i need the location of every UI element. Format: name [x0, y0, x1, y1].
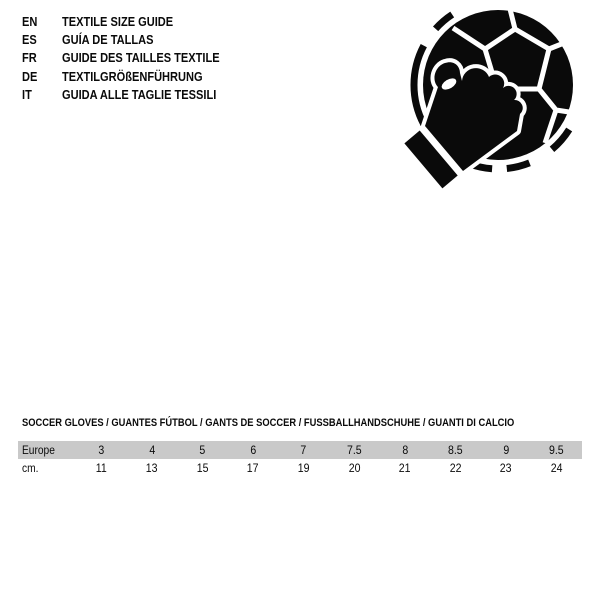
size-cell: [127, 461, 178, 475]
size-cell: [177, 461, 228, 475]
size-cell: [177, 443, 228, 457]
size-cell: [531, 461, 582, 475]
language-code-text: ES: [22, 32, 37, 48]
table-row-europe: [18, 441, 582, 459]
size-cell: [278, 461, 329, 475]
size-cell: [329, 461, 380, 475]
row-label-cell: [18, 461, 76, 475]
language-label: GUIDA ALLE TAGLIE TESSILI: [62, 87, 217, 103]
size-value: 7: [300, 443, 307, 457]
size-cell: [76, 461, 127, 475]
language-row-es: [22, 30, 247, 48]
language-code: [22, 69, 62, 84]
language-row-en: [22, 12, 247, 30]
language-list: [22, 12, 247, 104]
size-cell: [481, 443, 532, 457]
size-cell: [380, 461, 431, 475]
size-value: 9: [503, 443, 510, 457]
size-value: 11: [95, 461, 107, 475]
language-code-text: DE: [22, 68, 38, 84]
size-value: 13: [146, 461, 158, 475]
language-row-de: [22, 67, 247, 85]
language-row-fr: [22, 49, 247, 67]
size-value: 8: [401, 443, 408, 457]
language-code: [22, 14, 62, 29]
size-value: 17: [247, 461, 259, 475]
row-label-text: Europe: [22, 443, 55, 457]
language-code: [22, 32, 62, 47]
language-code-text: IT: [22, 87, 32, 103]
size-value: 20: [348, 461, 361, 475]
size-value: 5: [199, 443, 206, 457]
size-table: [18, 441, 582, 477]
size-cell: [76, 443, 127, 457]
language-code-text: EN: [22, 13, 38, 29]
size-cell: [531, 443, 582, 457]
language-code: [22, 87, 62, 102]
size-cell: [380, 443, 431, 457]
size-value: 24: [550, 461, 563, 475]
language-label: GUÍA DE TALLAS: [62, 32, 154, 48]
size-cell: [228, 443, 279, 457]
size-value: 4: [148, 443, 155, 457]
size-cell: [228, 461, 279, 475]
size-value: 15: [196, 461, 209, 475]
size-value: 21: [399, 461, 411, 475]
row-label-text: cm.: [22, 461, 39, 475]
size-value: 23: [500, 461, 512, 475]
size-value: 6: [250, 443, 257, 457]
size-table-title-text: SOCCER GLOVES / GUANTES FÚTBOL / GANTS DE SOCCER / FUSSBALLHANDSCHUHE / GUANTI DI CALCIO: [22, 417, 515, 429]
language-label: TEXTILGRÖßENFÜHRUNG: [62, 68, 203, 84]
language-label: TEXTILE SIZE GUIDE: [62, 13, 174, 29]
size-table-title: [22, 417, 600, 429]
size-value: 22: [449, 461, 462, 475]
size-cell: [127, 443, 178, 457]
goalkeeper-glove-soccer-ball-icon: [393, 0, 593, 200]
size-cell: [278, 443, 329, 457]
language-code-text: FR: [22, 50, 37, 66]
size-cell: [430, 443, 481, 457]
row-label-cell: [18, 443, 76, 457]
size-value: 9.5: [549, 443, 565, 457]
language-row-it: [22, 86, 247, 104]
table-row-cm: [18, 459, 582, 477]
size-value: 3: [98, 443, 105, 457]
size-value: 8.5: [448, 443, 463, 457]
size-value: 7.5: [346, 443, 362, 457]
size-value: 19: [297, 461, 310, 475]
language-label: GUIDE DES TAILLES TEXTILE: [62, 50, 220, 66]
size-cell: [481, 461, 532, 475]
size-cell: [329, 443, 380, 457]
language-code: [22, 50, 62, 65]
size-cell: [430, 461, 481, 475]
